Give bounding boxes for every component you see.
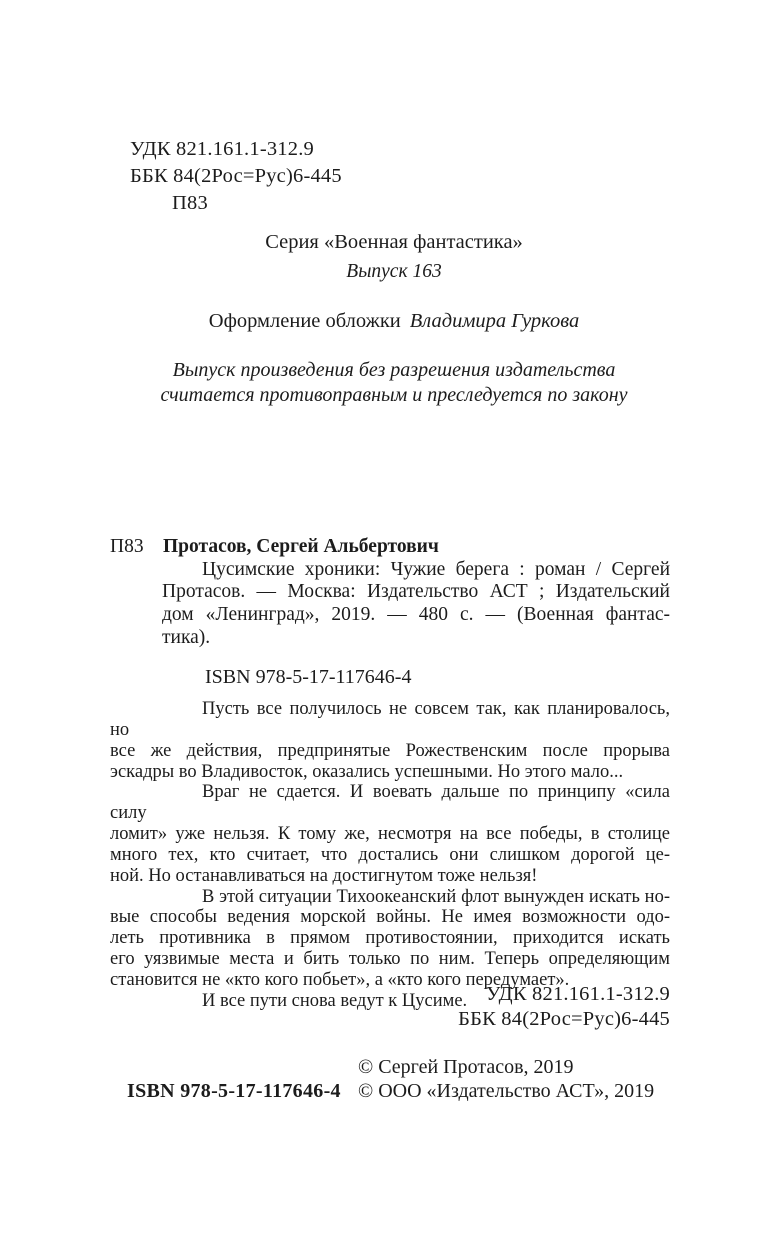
- series-title: Серия «Военная фантастика»: [265, 231, 523, 253]
- cover-designer-name: Владимира Гуркова: [409, 310, 580, 332]
- legal-notice: [104, 358, 684, 407]
- cover-credit: [104, 310, 684, 333]
- catalog-author-name: Протасов, Сергей Альбертович: [163, 536, 439, 557]
- legal-notice-line2: считается противоправным и преследуется по закону: [160, 383, 628, 406]
- catalog-description-line: Протасов. — Москва: Издательство АСТ ; Издательский: [162, 581, 670, 603]
- bbk-code-top: ББК 84(2Рос=Рус)6-445: [130, 165, 342, 187]
- catalog-isbn: ISBN 978-5-17-117646-4: [205, 665, 412, 688]
- catalog-card-header: [110, 536, 670, 559]
- annotation-line: ломит» уже нельзя. К тому же, несмотря на все победы, в столице: [110, 824, 670, 845]
- bbk-code-bottom: ББК 84(2Рос=Рус)6-445: [458, 1008, 670, 1030]
- annotation-line: много тех, кто считает, что достались они слишком дорогой це-: [110, 844, 670, 865]
- annotation-line: ной. Но останавливаться на достигнутом тоже нельзя!: [110, 865, 538, 886]
- annotation-line: В этой ситуации Тихоокеанский флот вынужден искать но-: [202, 886, 670, 907]
- annotation-line: вые способы ведения морской войны. Не имея возможности одо-: [110, 907, 670, 928]
- copyright-publisher: © ООО «Издательство АСТ», 2019: [358, 1079, 655, 1102]
- annotation-line: становится не «кто кого побьет», а «кто кого передумает».: [110, 969, 570, 990]
- annotation-line: леть противника в прямом противостоянии, приходится искать: [110, 928, 670, 949]
- copyright-author: © Сергей Протасов, 2019: [358, 1056, 574, 1078]
- catalog-description-line: Цусимские хроники: Чужие берега : роман / Сергей: [202, 558, 670, 580]
- catalog-description-line: дом «Ленинград», 2019. — 480 с. — (Военная фантас-: [162, 604, 670, 626]
- catalog-card: [110, 536, 670, 688]
- udk-code-bottom: УДК 821.161.1-312.9: [486, 983, 670, 1005]
- annotation-line: Враг не сдается. И воевать дальше по принципу «сила силу: [110, 782, 670, 824]
- top-codes-block: [130, 136, 342, 217]
- footer-isbn: ISBN 978-5-17-117646-4: [127, 1080, 341, 1102]
- annotation-line: эскадры во Владивосток, оказались успешными. Но этого мало...: [110, 761, 624, 782]
- annotation-line: И все пути снова ведут к Цусиме.: [202, 990, 468, 1011]
- udk-code-top: УДК 821.161.1-312.9: [130, 138, 314, 160]
- copyright-block: [358, 1056, 654, 1103]
- author-sign-top: П83: [172, 192, 208, 214]
- catalog-description: [162, 559, 670, 650]
- series-issue: Выпуск 163: [346, 261, 442, 282]
- annotation-line: все же действия, предпринятые Рожественским после прорыва: [110, 740, 670, 761]
- bottom-codes-block: [110, 982, 670, 1032]
- cover-credit-label: Оформление обложки: [208, 310, 401, 332]
- legal-notice-line1: Выпуск произведения без разрешения издательства: [172, 359, 616, 381]
- catalog-description-line: тика).: [162, 626, 211, 648]
- annotation-line: Пусть все получилось не совсем так, как планировалось, но: [110, 699, 670, 740]
- catalog-author-sign: П83: [110, 536, 144, 557]
- series-block: [104, 231, 684, 283]
- annotation-line: его уязвимые места и бить только по ним. Теперь определяющим: [110, 949, 670, 970]
- annotation-block: [110, 699, 670, 1012]
